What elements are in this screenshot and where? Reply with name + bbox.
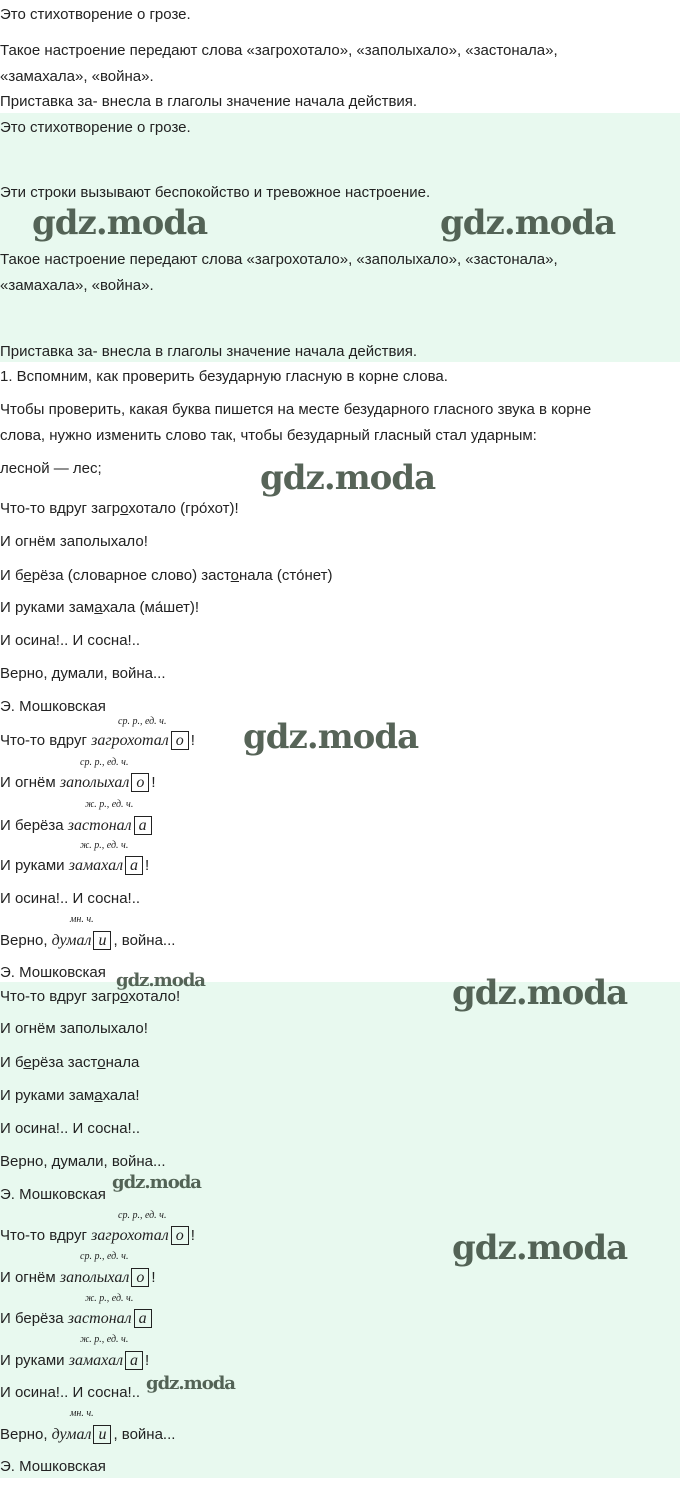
poem-line: И берёза застонала	[0, 1054, 140, 1071]
ending-box: а	[125, 1351, 143, 1370]
ending-box: о	[131, 1268, 149, 1287]
grammar-line: И берёза застонал а	[0, 816, 154, 835]
grammar-line: Верно, думал и , война...	[0, 1426, 176, 1443]
watermark-logo: gdz.moda	[452, 1228, 628, 1268]
ending-box: а	[125, 856, 143, 875]
poem-line: И руками замахала (ма́шет)!	[0, 599, 200, 616]
grammar-line: Что-то вдруг загрохотал о !	[0, 1227, 195, 1244]
poem-author: Э. Мошковская	[0, 1186, 106, 1203]
poem-line: Что-то вдруг загрохотало!	[0, 988, 181, 1005]
poem-line: Верно, думали, война...	[0, 665, 166, 682]
watermark-logo: gdz.moda	[116, 970, 205, 991]
watermark-logo: gdz.moda	[112, 1172, 201, 1193]
poem-author: Э. Мошковская	[0, 698, 106, 715]
ending-box: и	[93, 1425, 111, 1444]
grammar-line: Верно, думал и , война...	[0, 932, 176, 949]
text-line: Приставка за- внесла в глаголы значение начала действия.	[0, 343, 418, 360]
poem-line: И огнём заполыхало!	[0, 533, 148, 550]
question-line: 1. Вспомним, как проверить безударную гласную в корне слова.	[0, 368, 448, 385]
ending-box: а	[134, 1309, 152, 1328]
text-line: Эти строки вызывают беспокойство и тревожное настроение.	[0, 184, 431, 201]
grammar-note: ср. р., ед. ч.	[80, 757, 129, 768]
grammar-line: И осина!.. И сосна!..	[0, 890, 141, 907]
ending-box: а	[134, 816, 152, 835]
watermark-logo: gdz.moda	[146, 1373, 235, 1394]
grammar-line: И огнём заполыхал о !	[0, 1269, 156, 1286]
poem-line: И осина!.. И сосна!..	[0, 632, 141, 649]
grammar-note: ср. р., ед. ч.	[80, 1251, 129, 1262]
grammar-line: И руками замахал а !	[0, 1352, 150, 1369]
grammar-line: Что-то вдруг загрохотал о !	[0, 732, 195, 749]
poem-line: Верно, думали, война...	[0, 1153, 166, 1170]
grammar-line: И огнём заполыхал о !	[0, 774, 156, 791]
grammar-note: ср. р., ед. ч.	[118, 716, 167, 727]
poem-line: И берёза (словарное слово) застонала (сто́нет)	[0, 567, 333, 584]
watermark-logo: gdz.moda	[440, 203, 616, 243]
watermark-logo: gdz.moda	[243, 717, 419, 757]
grammar-note: ж. р., ед. ч.	[80, 840, 129, 851]
grammar-line: И руками замахал а !	[0, 857, 150, 874]
ending-box: и	[93, 931, 111, 950]
text-line: Это стихотворение о грозе.	[0, 6, 191, 23]
poem-line: И осина!.. И сосна!..	[0, 1120, 141, 1137]
grammar-line: И осина!.. И сосна!..	[0, 1384, 141, 1401]
grammar-line: И берёза застонал а	[0, 1309, 154, 1328]
grammar-note: ж. р., ед. ч.	[80, 1334, 129, 1345]
ending-box: о	[171, 731, 189, 750]
watermark-logo: gdz.moda	[260, 458, 436, 498]
grammar-note: ж. р., ед. ч.	[85, 1293, 134, 1304]
text-line: Приставка за- внесла в глаголы значение начала действия.	[0, 93, 418, 110]
poem-line: И руками замахала!	[0, 1087, 140, 1104]
watermark-logo: gdz.moda	[32, 203, 208, 243]
text-line: слова, нужно изменить слово так, чтобы безударный гласный стал ударным:	[0, 427, 537, 444]
grammar-note: мн. ч.	[70, 1408, 94, 1419]
watermark-logo: gdz.moda	[452, 973, 628, 1013]
poem-author: Э. Мошковская	[0, 964, 106, 981]
grammar-note: ср. р., ед. ч.	[118, 1210, 167, 1221]
poem-line: Что-то вдруг загрохотало (гро́хот)!	[0, 500, 239, 517]
ending-box: о	[131, 773, 149, 792]
grammar-note: мн. ч.	[70, 914, 94, 925]
grammar-note: ж. р., ед. ч.	[85, 799, 134, 810]
text-line: Такое настроение передают слова «загрохотало», «заполыхало», «застонала»,	[0, 251, 558, 268]
ending-box: о	[171, 1226, 189, 1245]
text-line: лесной — лес;	[0, 460, 102, 477]
text-line: Такое настроение передают слова «загрохотало», «заполыхало», «застонала»,	[0, 42, 558, 59]
text-line: «замахала», «война».	[0, 277, 154, 294]
poem-line: И огнём заполыхало!	[0, 1020, 148, 1037]
poem-author: Э. Мошковская	[0, 1458, 106, 1475]
text-line: Это стихотворение о грозе.	[0, 119, 191, 136]
text-line: Чтобы проверить, какая буква пишется на месте безударного гласного звука в корне	[0, 401, 592, 418]
text-line: «замахала», «война».	[0, 68, 154, 85]
